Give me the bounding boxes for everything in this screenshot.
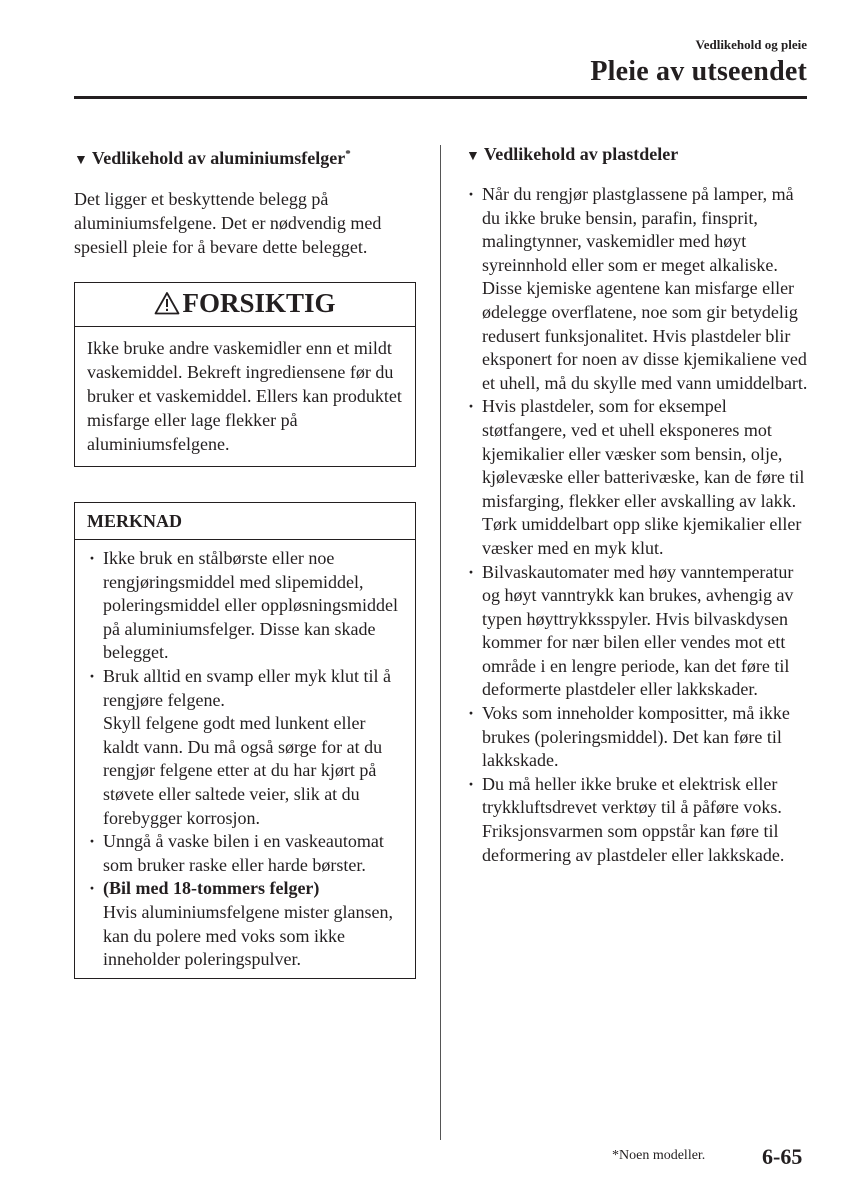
page-title: Pleie av utseendet — [590, 56, 807, 87]
note-item — [87, 547, 403, 665]
intro-paragraph: Det ligger et beskyttende belegg på aluminiumsfelgene. Det er nødvendig med spesiell pleie for å bevare dette belegget. — [74, 189, 382, 257]
list-item: · Du må heller ikke bruke et elektrisk eller trykkluftsdrevet verktøy til å påføre voks. Friksjonsvarmen som oppstår kan føre til deformering av plastdeler eller lakkskade. — [466, 773, 808, 867]
note-title: MERKNAD — [75, 503, 415, 540]
note-item-title: (Bil med 18-tommers felger) — [103, 878, 320, 899]
caution-title — [75, 283, 415, 327]
right-column — [466, 142, 808, 867]
column-divider — [440, 145, 441, 1140]
chapter-label: Vedlikehold og pleie — [695, 37, 807, 52]
heading-text: Vedlikehold av aluminiumsfelger — [91, 148, 346, 168]
note-item-text: Unngå å vaske bilen i en vaskeautomat som bruker raske eller harde børster. — [103, 831, 384, 875]
left-column — [74, 142, 416, 979]
list-item: · Voks som inneholder kompositter, må ikke brukes (poleringsmiddel). Det kan føre til lakkskade. — [466, 702, 808, 773]
header-rule — [74, 96, 807, 99]
caution-text: Ikke bruke andre vaskemidler enn et mildt vaskemiddel. Bekreft ingrediensene før du bruker et vaskemiddel. Ellers kan produktet misfarge eller lage flekker på aluminiumsfelgene. — [87, 338, 402, 454]
section-heading-aluminium — [74, 142, 416, 173]
note-item-text-continued: Skyll felgene godt med lunkent eller kaldt vann. Du må også sørge for at du rengjør felgene etter at du har kjørt på støvete eller saltede veier, slik at du forebygger korrosjon. — [103, 713, 383, 828]
warning-triangle-icon — [154, 290, 180, 322]
note-item — [87, 830, 403, 877]
note-item — [87, 877, 403, 971]
note-item — [87, 665, 403, 830]
note-list — [87, 547, 403, 972]
note-body — [75, 540, 415, 978]
list-item: · Hvis plastdeler, som for eksempel støtfangere, ved et uhell eksponeres mot kjemikalier eller væsker som bensin, olje, kjølevæske eller batterivæske, kan de føre til misfarging, flekker eller avskalling av lakk. Tørk umiddelbart opp slike kjemikalier eller væsker med en myk klut. — [466, 395, 808, 560]
plastic-care-list — [466, 183, 808, 867]
footnote-mark: * — [345, 148, 351, 160]
section-heading-plastic — [466, 142, 808, 169]
caution-title-text: FORSIKTIG — [182, 288, 336, 318]
triangle-down-icon: ▼ — [74, 153, 88, 168]
caution-box — [74, 282, 416, 467]
list-item: · Når du rengjør plastglassene på lamper, må du ikke bruke bensin, parafin, finsprit, malingtynner, vaskemidler med høyt syreinnhold eller som er meget alkaliske. Disse kjemiske agentene kan misfarge eller ødelegge overflatene, noe som gir betydelig redusert funksjonalitet. Hvis plastdeler blir eksponert for noen av disse kjemikaliene ved et uhell, må du skylle med vann umiddelbart. — [466, 183, 808, 395]
heading-text: Vedlikehold av plastdeler — [483, 144, 679, 164]
note-item-text: Bruk alltid en svamp eller myk klut til å rengjøre felgene. — [103, 665, 391, 710]
page-number: 6-65 — [762, 1144, 803, 1169]
footnote: *Noen modeller. — [612, 1148, 706, 1163]
note-item-text: Ikke bruk en stålbørste eller noe rengjøringsmiddel med slipemiddel, poleringsmiddel eller oppløsningsmiddel på aluminiumsfelger. Disse kan skade belegget. — [103, 548, 398, 663]
note-box — [74, 502, 416, 979]
triangle-down-icon: ▼ — [466, 149, 480, 164]
note-item-text: Hvis aluminiumsfelgene mister glansen, kan du polere med voks som ikke inneholder poleringspulver. — [103, 901, 393, 970]
list-item: · Bilvaskautomater med høy vanntemperatur og høyt vanntrykk kan brukes, avhengig av typen høyttrykksspyler. Hvis bilvaskdysen kommer for nær bilen eller vendes mot ett område i en lengre periode, kan det føre til deformerte plastdeler eller lakkskader. — [466, 561, 808, 703]
